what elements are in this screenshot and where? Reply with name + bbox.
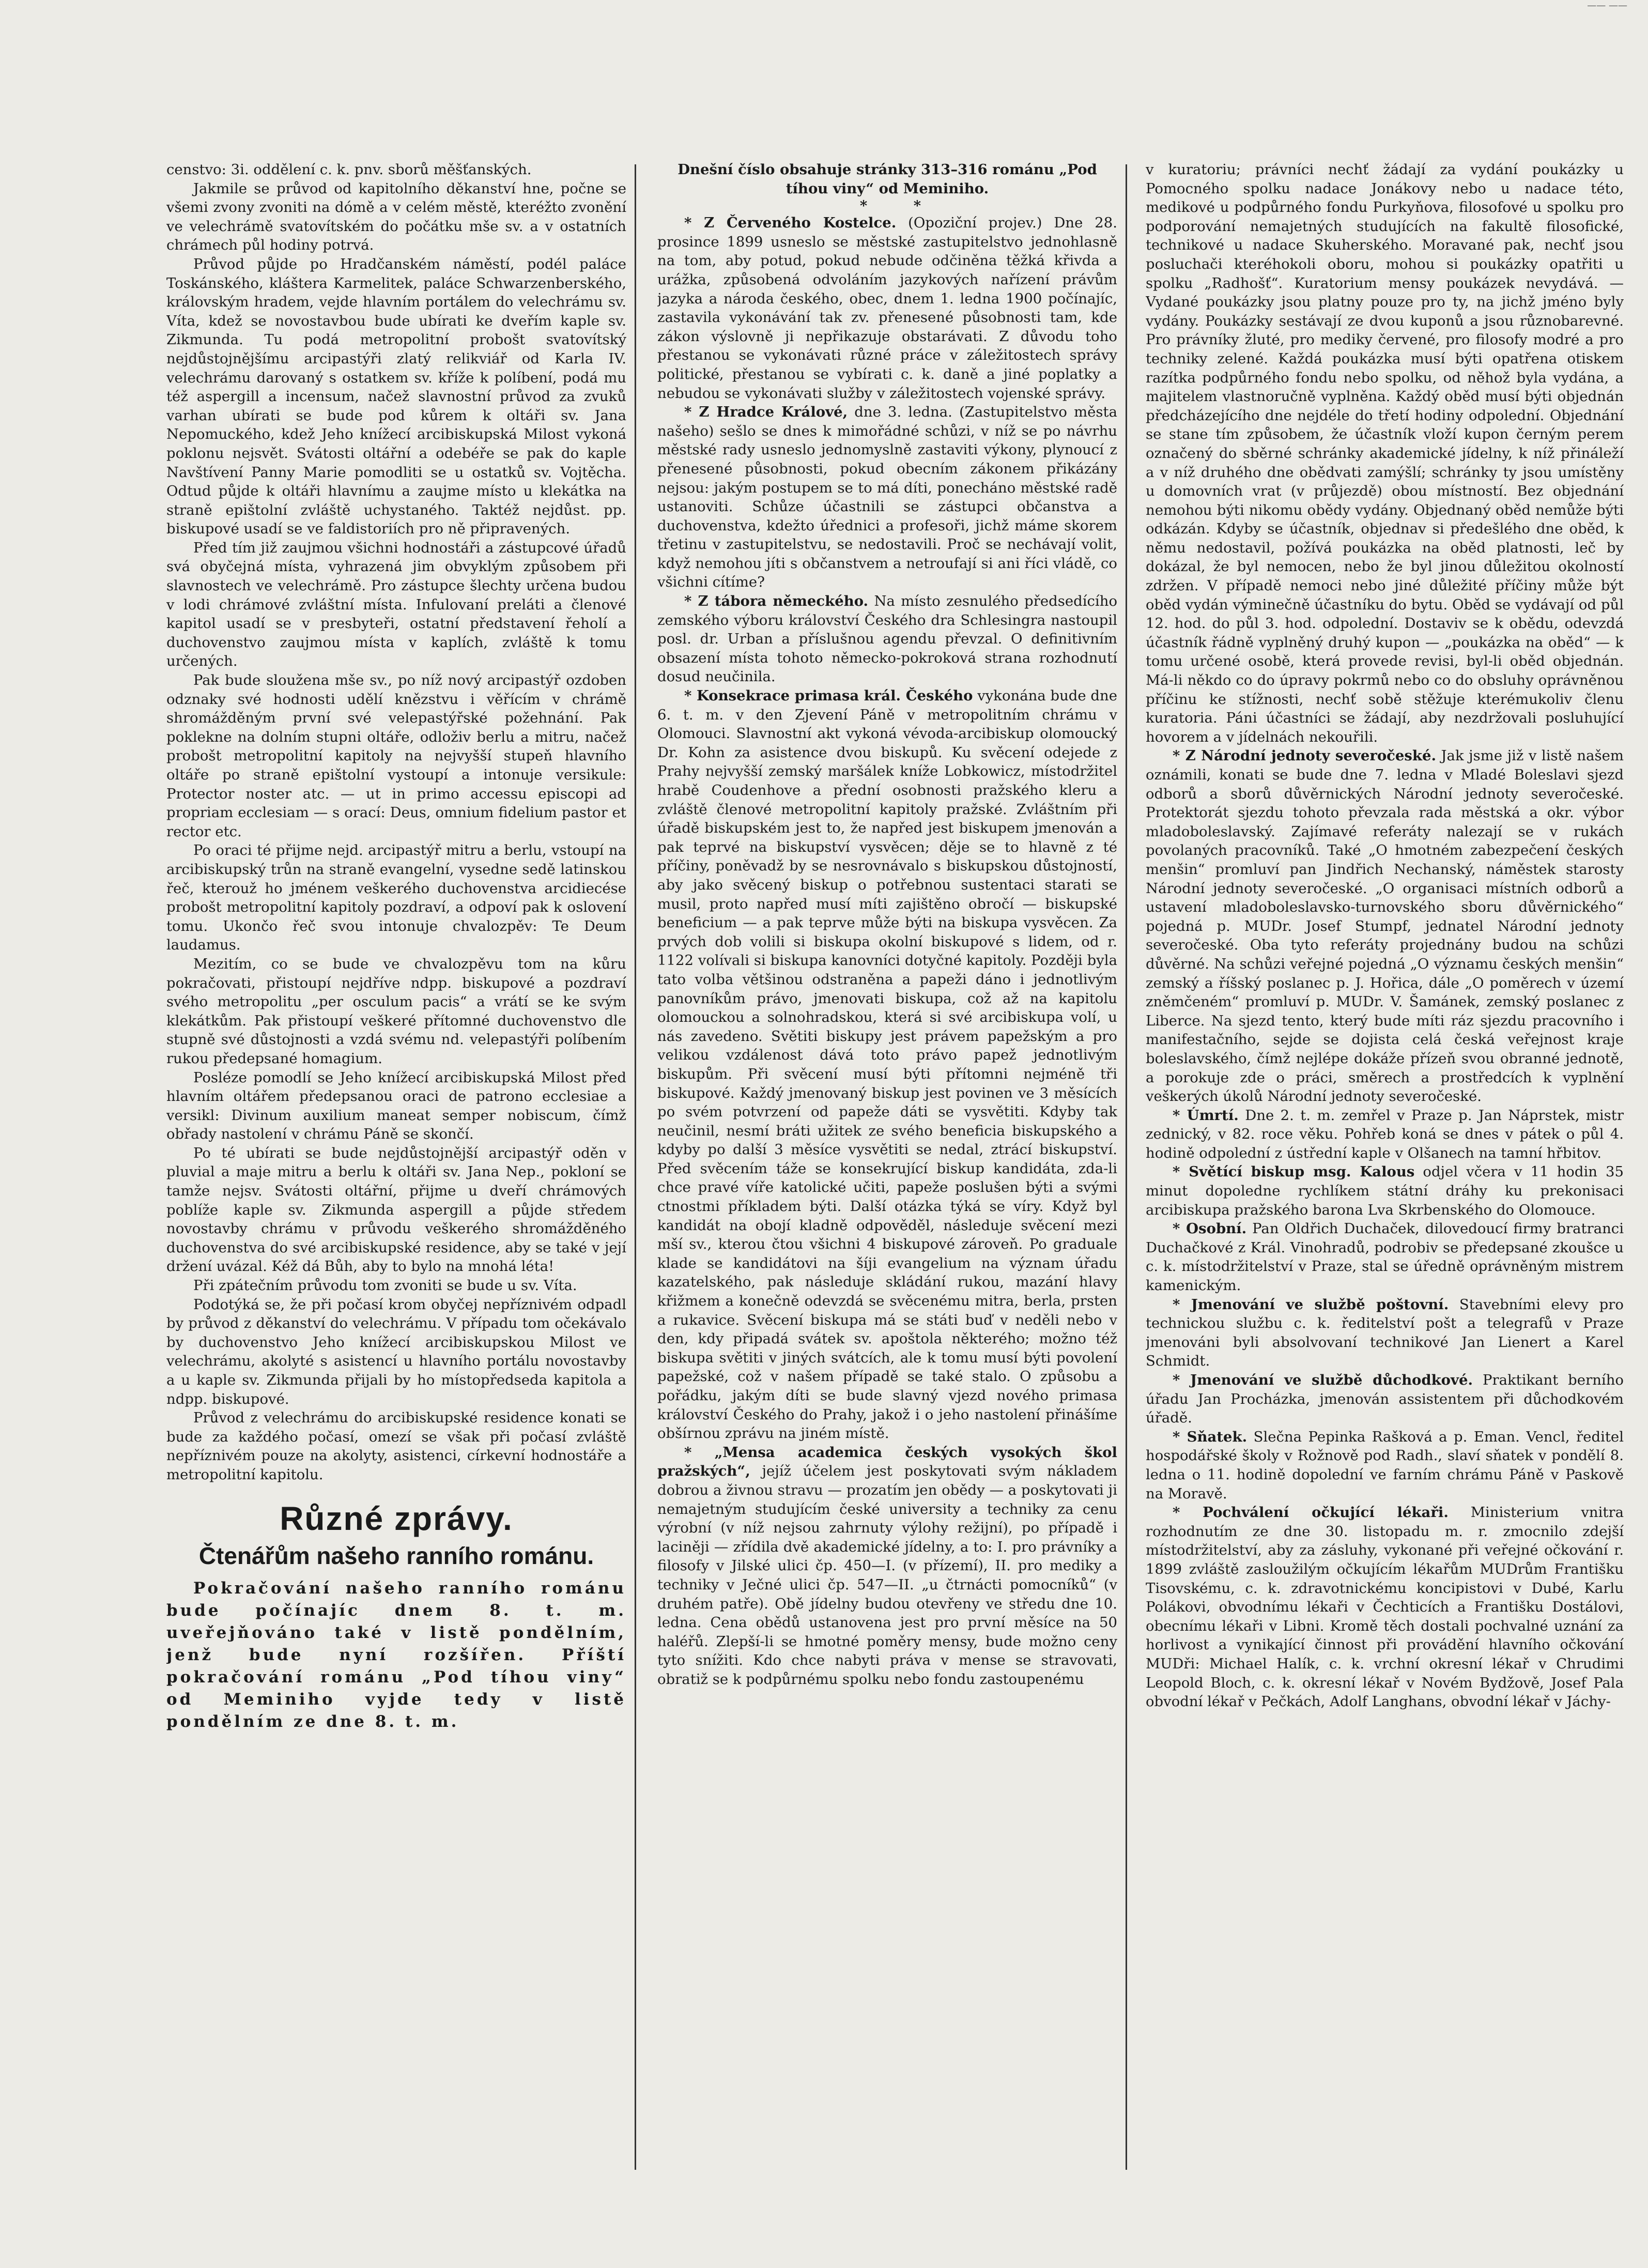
news-item xyxy=(657,403,1117,592)
paragraph: v kuratoriu; právníci nechť žádají za vydání poukázky u Pomocného spolku nadace Jonákovy nebo u nadace této, medikové u podpůrného fondu Purkyňova, filosofové u spolku pro podporování nemajetných studujících na fakultě filosofické, technikové u nadace Skuherského. Moravané pak, nechť jsou posluchači kteréhokoli oboru, mohou si poukázky opatřiti u spolku „Radhošť“. Kuratorium mensy poukázek nevydává. — Vydané poukázky jsou platny pouze pro ty, na jichž jméno byly vydány. Poukázky sestávají ze dvou kuponů a jsou různobarevné. Pro právníky žluté, pro mediky červené, pro filosofy modré a pro techniky zelené. Každá poukázka musí býti opatřena otiskem razítka podpůrného fondu nebo spolku, od něhož byla vydána, a majitelem vlastnoručně vyplněna. Každý oběd musí býti objednán předcházejícího dne nejdéle do třetí hodiny odpolední. Objednání se stane tím způsobem, že účastník vloží kupon černým perem označený do sběrné schránky akademické jídelny, k níž přináleží a v níž druhého dne obědvati zamýšlí; schránky ty jsou umístěny u domovních vrat (v průjezdě) obou místností. Bez objednání nemohou býti nikomu obědy vydány. Objednaný oběd nemůže býti odkázán. Kdyby se účastník, objednav si předešlého dne oběd, k němu nedostavil, požívá poukázka na oběd platnosti, leč by dokázal, že byl nemocen, nebo že byl jinou důležitou okolností zdržen. V případě nemoci nebo jiné důležité příčiny může být oběd vydán výminečně účastníku do bytu. Oběd se vydávají od půl 12. hod. do půl 3. hod. odpolední. Dostaviv se k obědu, odevzdá účastník řádně vyplněný druhý kupon — „poukázka na oběd“ — k tomu určené osobě, která provede revisi, byl-li oběd objednán. Má-li někdo co do úpravy pokrmů nebo co do obsluhy oprávněnou příčinu ke stížnosti, nechť sobě stěžuje kterémukoliv členu kuratoria. Páni účastníci se žádají, aby nezdržovali posluhující hovorem a v jídelnách nekouřili. xyxy=(1146,161,1624,745)
paragraph: Mezitím, co se bude ve chvalozpěvu tom na kůru pokračovati, přistoupí nejdříve ndpp. biskupové a pozdraví svého metropolitu „per osculum pacis“ a vrátí se ke svým klekátkům. Pak přistoupí veškeré přítomné duchovenstvo dle stupně své důstojnosti a vzdá svému nd. velepastýři políbením rukou předepsané homagium. xyxy=(166,955,626,1067)
section-subtitle: Čtenářům našeho ranního románu. xyxy=(198,1542,594,1569)
paragraph: Pak bude sloužena mše sv., po níž nový arcipastýř ozdoben odznaky své hodnosti udělí knězstvu i věřícím v chrámě shromážděným první své velepastýřské požehnání. Pak poklekne na dolním stupni oltáře, odloživ berlu a mitru, načež probošt metropolitní kapitoly na nejvyšší stupeň hlavního oltáře po straně epištolní vystoupí a intonuje versikule: Protector noster atc. — ut in primo accessu episcopi ad propriam ecclesiam — s orací: Deus, omnium fidelium pastor et rector etc. xyxy=(166,672,626,840)
news-item-text: Praktikant berního úřadu Jan Procházka, jmenován assistentem při důchodkovém úřadě. xyxy=(1146,1372,1624,1427)
paragraph: Posléze pomodlí se Jeho knížecí arcibiskupská Milost před hlavním oltářem předepsanou oraci de patrono ecclesiae a versikl: Divinum auxilium maneat semper nobiscum, čímž obřady nastolení v chrámu Páně se skončí. xyxy=(166,1069,626,1143)
news-item xyxy=(657,1443,1117,1689)
news-item-head: * Osobní. xyxy=(1173,1220,1247,1237)
news-item xyxy=(1146,1162,1624,1219)
news-item xyxy=(1146,1371,1624,1428)
news-item-head: * „Mensa academica českých vysokých škol pražských“, xyxy=(657,1444,1117,1480)
news-item-text: vykonána bude dne 6. t. m. v den Zjevení Páně v metropolitním chrámu v Olomouci. Slavnostní akt vykoná vévoda-arcibiskup olomoucký Dr. Kohn za asistence dvou biskupů. Ku svěcení odejede z Prahy nejvyšší zemský maršálek kníže Lobkowicz, místodržitel hrabě Coudenhove a přední osobnosti pražského kleru a zvláště členové metropolitní kapitoly pražské. Zvláštním při úřadě biskupském jest to, že napřed jest biskupem jmenován a pak teprvé na biskupství vysvěcen; děje se to hlavně z té příčiny, poněvadž by se nesrovnávalo s biskupskou důstojností, aby jako svěcený biskup o potřebnou sustentaci starati se musil, proto napřed musí míti zajištěno obročí — biskupské beneficium — a pak teprve může býti na biskupa vysvěcen. Za prvých dob volili si biskupa okolní biskupové s lidem, od r. 1122 volívali si biskupa kanovníci dotyčné kapitoly. Později byla tato volba většinou odstraněna a papeži dáno i jednotlivým panovníkům právo, jmenovati biskupa, což až na kapitolu olomouckou a solnohradskou, která si své arcibiskupa volí, u nás zavedeno. Světiti biskupy jest právem papežským a pro velikou vzdálenost dává toto právo papež jednotlivým biskupům. Při svěcení musí býti přítomni nejméně tři biskupové. Každý jmenovaný biskup jest povinen ve 3 měsících po svém potvrzení od papeže dáti se vysvětiti. Kdyby tak neučinil, nesmí bráti užitek ze svého beneficia biskupského a kdyby po další 3 měsíce vysvětiti se nedal, ztrácí biskupství. Před svěcením táže se konsekrující biskup kandidáta, zda-li chce pravé víře katolické učiti, papeže poslušen býti a svými ctnostmi příkladem býti. Další otázka týká se víry. Když byl kandidát na obojí kladně odpověděl, následuje svěcení mezi mší sv., kterou čtou všichni 4 biskupové zároveň. Po graduale klade se kandidátovi na šíji evangelium na význam úřadu kazatelského, pak následuje skládání rukou, mazání hlavy křižmem a konečně odevzdá se svěcenému mitra, berla, prsten a rukavice. Svěcení biskupa má se státi buď v neděli nebo v den, kdy připadá svátek sv. apoštola některého; možno též biskupa světiti v jiných svátcích, ale k tomu musí býti povolení papežské, což v našem případě se také stalo. O způsobu a pořádku, jakým díti se bude slavný vjezd nového primasa království Českého do Prahy, jakož i o jeho nastolení přinášíme obšírnou zprávu na jiném místě. xyxy=(657,687,1117,1442)
column-middle xyxy=(657,160,1117,2160)
news-item-head: * Z tábora německého. xyxy=(684,593,869,610)
separator-stars: * * xyxy=(859,197,942,214)
column-right xyxy=(1146,160,1624,2160)
column-left xyxy=(166,160,626,2160)
paragraph: Po oraci té přijme nejd. arcipastýř mitru a berlu, vstoupí na arcibiskupský trůn na straně evangelní, vysedne sedě latinskou řeč, kterouž ho jménem veškerého duchovenstva arcidiecése probošt metropolitní kapitoly pozdraví, a odpoví pak k oslovení tomu. Ukončo řeč svou intonuje chvalozpěv: Te Deum laudamus. xyxy=(166,842,626,954)
news-item xyxy=(657,213,1117,403)
paragraph: censtvo: 3i. oddělení c. k. pnv. sborů měšťanských. xyxy=(166,161,532,178)
column-rule-right xyxy=(1126,164,1127,2170)
news-item-text: odjel včera v 11 hodin 35 minut dopoledne rychlíkem státní dráhy ku prekonisaci arcibiskupa pražského barona Lva Skrbenského do Olomouce. xyxy=(1146,1163,1624,1218)
news-item xyxy=(657,686,1117,1443)
news-item xyxy=(1146,746,1624,1106)
news-item-text: Ministerium vnitra rozhodnutím ze dne 30. listopadu m. r. zmocnilo zdejší místodržitelství, aby za zásluhy, vykonané při veřejné očkování r. 1899 zvláště zasloužilým očkujícím lékařům MUDrům Františku Tisovskému, c. k. zdravotnickému koncipistovi v Dubé, Karlu Polákovi, obvodnímu lékaři v Čechticích a Františku Dostálovi, obecnímu lékaři v Libni. Kromě těch dostali pochvalné uznání za horlivost a vynikající činnost při provádění hlavního očkování MUDři: Michael Halík, c. k. vrchní okresní lékař v Chrudimi Leopold Bloch, c. k. okresní lékař v Novém Bydžově, Josef Pala obvodní lékař v Pečkách, Adolf Langhans, obvodní lékař v Jáchy- xyxy=(1146,1504,1624,1710)
news-item-head: * Z Hradce Králové, xyxy=(684,404,848,421)
paragraph: Před tím již zaujmou všichni hodnostáři a zástupcové úřadů svá obyčejná místa, vyhrazená jim obvyklým způsobem při slavnostech ve velechrámě. Pro zástupce šlechty určena budou v lodi chrámové zvláštní místa. Infulovaní preláti a členové kapitol usadí se v presbyteři, ostatní představení řeholí a duchovenstvo zaujmou místa v kaplích, zvláště k tomu určených. xyxy=(166,539,626,670)
section-title: Různé zprávy. xyxy=(280,1499,513,1537)
news-item xyxy=(1146,1428,1624,1503)
news-item xyxy=(657,592,1117,686)
news-item-head: * Z Národní jednoty severočeské. xyxy=(1173,747,1437,764)
news-item-text: Dne 2. t. m. zemřel v Praze p. Jan Náprstek, mistr zednický, v 82. roce věku. Pohřeb koná se dnes v pátek o půl 4. hodině odpolední z ústřední kaple v Olšanech na tamní hřbitov. xyxy=(1146,1107,1624,1161)
news-item-head: * Úmrtí. xyxy=(1173,1107,1239,1124)
issue-intro: Dnešní číslo obsahuje stránky 313–316 románu „Pod tíhou viny“ od Meminiho. xyxy=(677,161,1097,197)
news-item-text: dne 3. ledna. (Zastupitelstvo města našeho) sešlo se dnes k mimořádné schůzi, v níž se po návrhu městské rady usneslo jednomyslně zastaviti výkony, plynoucí z přenesené působnosti, pokud obecním zákonem přikázány nejsou: jakým postupem se to má díti, ponecháno městské radě ustanoviti. Schůze účastnili se zástupci občanstva a duchovenstva, kdežto úřednici a profesoři, jichž máme skorem třetinu v zastupitelstvu, se nedostavili. Proč se nechávají volit, když nemohou jíti s občanstvem a netroufají si ani říci vládě, co všichni cítíme? xyxy=(657,404,1117,591)
corner-mark: —— —— xyxy=(1587,0,1627,11)
news-item xyxy=(1146,1219,1624,1295)
column-rule-left xyxy=(635,164,636,2170)
paragraph: Podotýká se, že při počasí krom obyčej nepříznivém odpadl by průvod z děkanství do velechrámu. V případu tom očekávalo by duchovenstvo Jeho knížecí arcibiskupskou Milost ve velechrámu, akolyté s asistencí u hlavního portálu novostavby a u kaple sv. Zikmunda přijali by ho místopředseda kapitola a ndpp. biskupové. xyxy=(166,1296,626,1407)
news-item-text: Jak jsme již v listě našem oznámili, konati se bude dne 7. ledna v Mladé Boleslavi sjezd odborů a sborů důvěrnických Národní jednoty severočeské. Protektorát sjezdu tohoto převzala rada městská a okr. výbor mladoboleslavský. Zajímavé referáty nalezají se v rukách povolaných pracovníků. Také „O hmotném zabezpečení českých menšin“ promluví pan Jindřich Nechanský, náměstek starosty Národní jednoty severočeské. „O organisaci místních odborů a ustavení mladoboleslavsko-turnovského sboru důvěrnického“ pojedná p. MUDr. Josef Stumpf, jednatel Národní jednoty severočeské. Oba tyto referáty projednány budou na schůzi důvěrné. Na schůzi veřejné pojedná „O významu českých menšin“ zemský a říšský poslanec p. J. Hořica, dále „O poměrech v území zněmčeném“ promluví p. MUDr. V. Šamánek, zemský poslanec z Liberce. Na sjezd tento, který bude míti ráz sjezdu pracovního i manifestačního, sejde se dojista celá česká veřejnost kraje boleslavského, čímž nejlépe dokáže přízeň svou obranné jednotě, a porokuje zde o práci, směrech a prostředcích k vyplnění veškerých úkolů Národní jednoty severočeské. xyxy=(1146,747,1624,1105)
news-item-text: (Opoziční projev.) Dne 28. prosince 1899 usneslo se městské zastupitelstvo jednohlasně na tom, aby potud, pokud nebude odčiněna těžká křivda a urážka, způsobená odvoláním jazykových nařízení právům jazyka a národa českého, obec, dnem 1. ledna 1900 počínajíc, zastavila vykonávání tak zv. přenesené působnosti tam, kde zákon výslovně ji nepřikazuje obstarávati. Z důvodu toho přestanou se vykonávati různé práce v záležitostech správy politické, přestanou se vybírati c. k. daně a jiné poplatky a nebudou se vykonávati služby v záležitostech vojenské správy. xyxy=(657,214,1117,402)
news-item xyxy=(1146,1503,1624,1711)
news-item-head: * Pochválení očkující lékaři. xyxy=(1173,1504,1449,1521)
news-item-head: * Konsekrace primasa král. Českého xyxy=(684,687,973,704)
news-item-text: Slečna Pepinka Rašková a p. Eman. Vencl, ředitel hospodářské školy v Rožnově pod Radh., slaví sňatek v pondělí 8. ledna o 11. hodině dopolední ve farním chrámu Páně v Paskově na Moravě. xyxy=(1146,1428,1624,1502)
news-item xyxy=(1146,1106,1624,1163)
news-item xyxy=(1146,1295,1624,1371)
paragraph: Průvod z velechrámu do arcibiskupské residence konati se bude za každého počasí, omezí se však při počasí zvláště nepříznivém pouze na akolyty, asistenci, církevní hodnostáře a metropolitní kapitolu. xyxy=(166,1409,626,1483)
paragraph: Průvod půjde po Hradčanském náměstí, podél paláce Toskánského, kláštera Karmelitek, paláce Schwarzenberského, královským hradem, vejde hlavním portálem do velechrámu sv. Víta, kdež se novostavbou bude ubírati ke dveřím kaple sv. Zikmunda. Tu podá metropolitní probošt svatovítský nejdůstojnějšímu arcipastýři zlatý relikviář od Karla IV. velechrámu darovaný s ostatkem sv. kříže k políbení, podá mu též aspergill a incensum, načež slavnostní průvod za zvuků varhan ubírati se bude pod kůrem k oltáři sv. Jana Nepomuckého, kdež Jeho knížecí arcibiskupská Milost vykoná poklonu nejsvět. Svátosti oltářní a odebéře se pak do kaple Navštívení Panny Marie pomodliti se u ostatků sv. Vojtěcha. Odtud půjde k oltáři hlavnímu a zaujme místo u klekátka na straně epištolní zvláště uchystaného. Taktéž nejdůst. pp. biskupové usadí se ve faldistoriích pro ně připravených. xyxy=(166,255,626,538)
news-item-head: * Sňatek. xyxy=(1173,1428,1247,1445)
news-item-text: Na místo zesnulého předsedícího zemského výboru království Českého dra Schlesingra nastoupil posl. dr. Urban a příslušnou agendu převzal. O definitivním obsazení místa tohoto německo-pokroková strana rozhodnutí dosud neučinila. xyxy=(657,593,1117,685)
paragraph: Jakmile se průvod od kapitolního děkanství hne, počne se všemi zvony zvoniti na dómě a v celém městě, kteréžto zvonění ve velechrámě svatovítském do počátku mše sv. a v ostatních chrámech půl hodiny potrvá. xyxy=(166,180,626,254)
paragraph: Při zpátečním průvodu tom zvoniti se bude u sv. Víta. xyxy=(193,1277,577,1294)
news-item-head: * Z Červeného Kostelce. xyxy=(684,214,897,232)
serial-notice: Pokračování našeho ranního románu bude počínajíc dnem 8. t. m. uveřejňováno také v listě pondělním, jenž bude nyní rozšířen. Příští pokračování románu „Pod tíhou viny“ od Meminiho vyjde tedy v listě pondělním ze dne 8. t. m. xyxy=(166,1579,626,1731)
news-item-text: jejíž účelem jest poskytovati svým nákladem dobrou a živnou stravu — prozatím jen obědy — a poskytovati ji nemajetným studujícím české university a techniky za cenu výrobní (v níž nejsou zahrnuty výlohy režijní), po případě i laciněji — zřídila dvě akademické jídelny, a to: I. pro právníky a filosofy v Jilské ulici čp. 450—I. (v přízemí), II. pro mediky a techniky v Ječné ulici čp. 547—II. „u čtrnácti pomocníků“ (v druhém patře). Obě jídelny budou otevřeny ve středu dne 10. ledna. Cena obědů ustanovena jest pro první měsíce na 50 haléřů. Zlepší-li se hmotné poměry mensy, bude možno ceny tyto snížiti. Kdo chce nabyti práva v mense se stravovati, obratiž se k podpůrnému spolku nebo fondu zastoupenému xyxy=(657,1463,1117,1688)
news-item-head: * Jmenování ve službě důchodkové. xyxy=(1173,1372,1473,1388)
news-item-head: * Jmenování ve službě poštovní. xyxy=(1173,1296,1449,1313)
news-item-text: Pan Oldřich Duchaček, dilovedoucí firmy bratranci Duchačkové z Král. Vinohradů, podrobiv se předepsané zkoušce u c. k. místodržitelství v Praze, stal se úředně oprávněným mistrem kamenickým. xyxy=(1146,1220,1624,1294)
news-item-text: Stavebními elevy pro technickou službu c. k. ředitelství pošt a telegrafů v Praze jmenováni byli absolvovaní technikové Jan Lienert a Karel Schmidt. xyxy=(1146,1296,1624,1370)
news-item-head: * Světící biskup msg. Kalous xyxy=(1173,1163,1415,1181)
paragraph: Po té ubírati se bude nejdůstojnější arcipastýř oděn v pluvial a maje mitru a berlu k oltáři sv. Jana Nep., pokloní se tamže nejsv. Svátosti oltářní, přijme u dveří chrámových poblíže kaple sv. Zikmunda aspergill a půjde středem novostavby chrámu v průvodu veškerého shromážděného duchovenstva do své arcibiskupské residence, aby se také v její držení uvázal. Kéž dá Bůh, aby to bylo na mnohá léta! xyxy=(166,1144,626,1275)
